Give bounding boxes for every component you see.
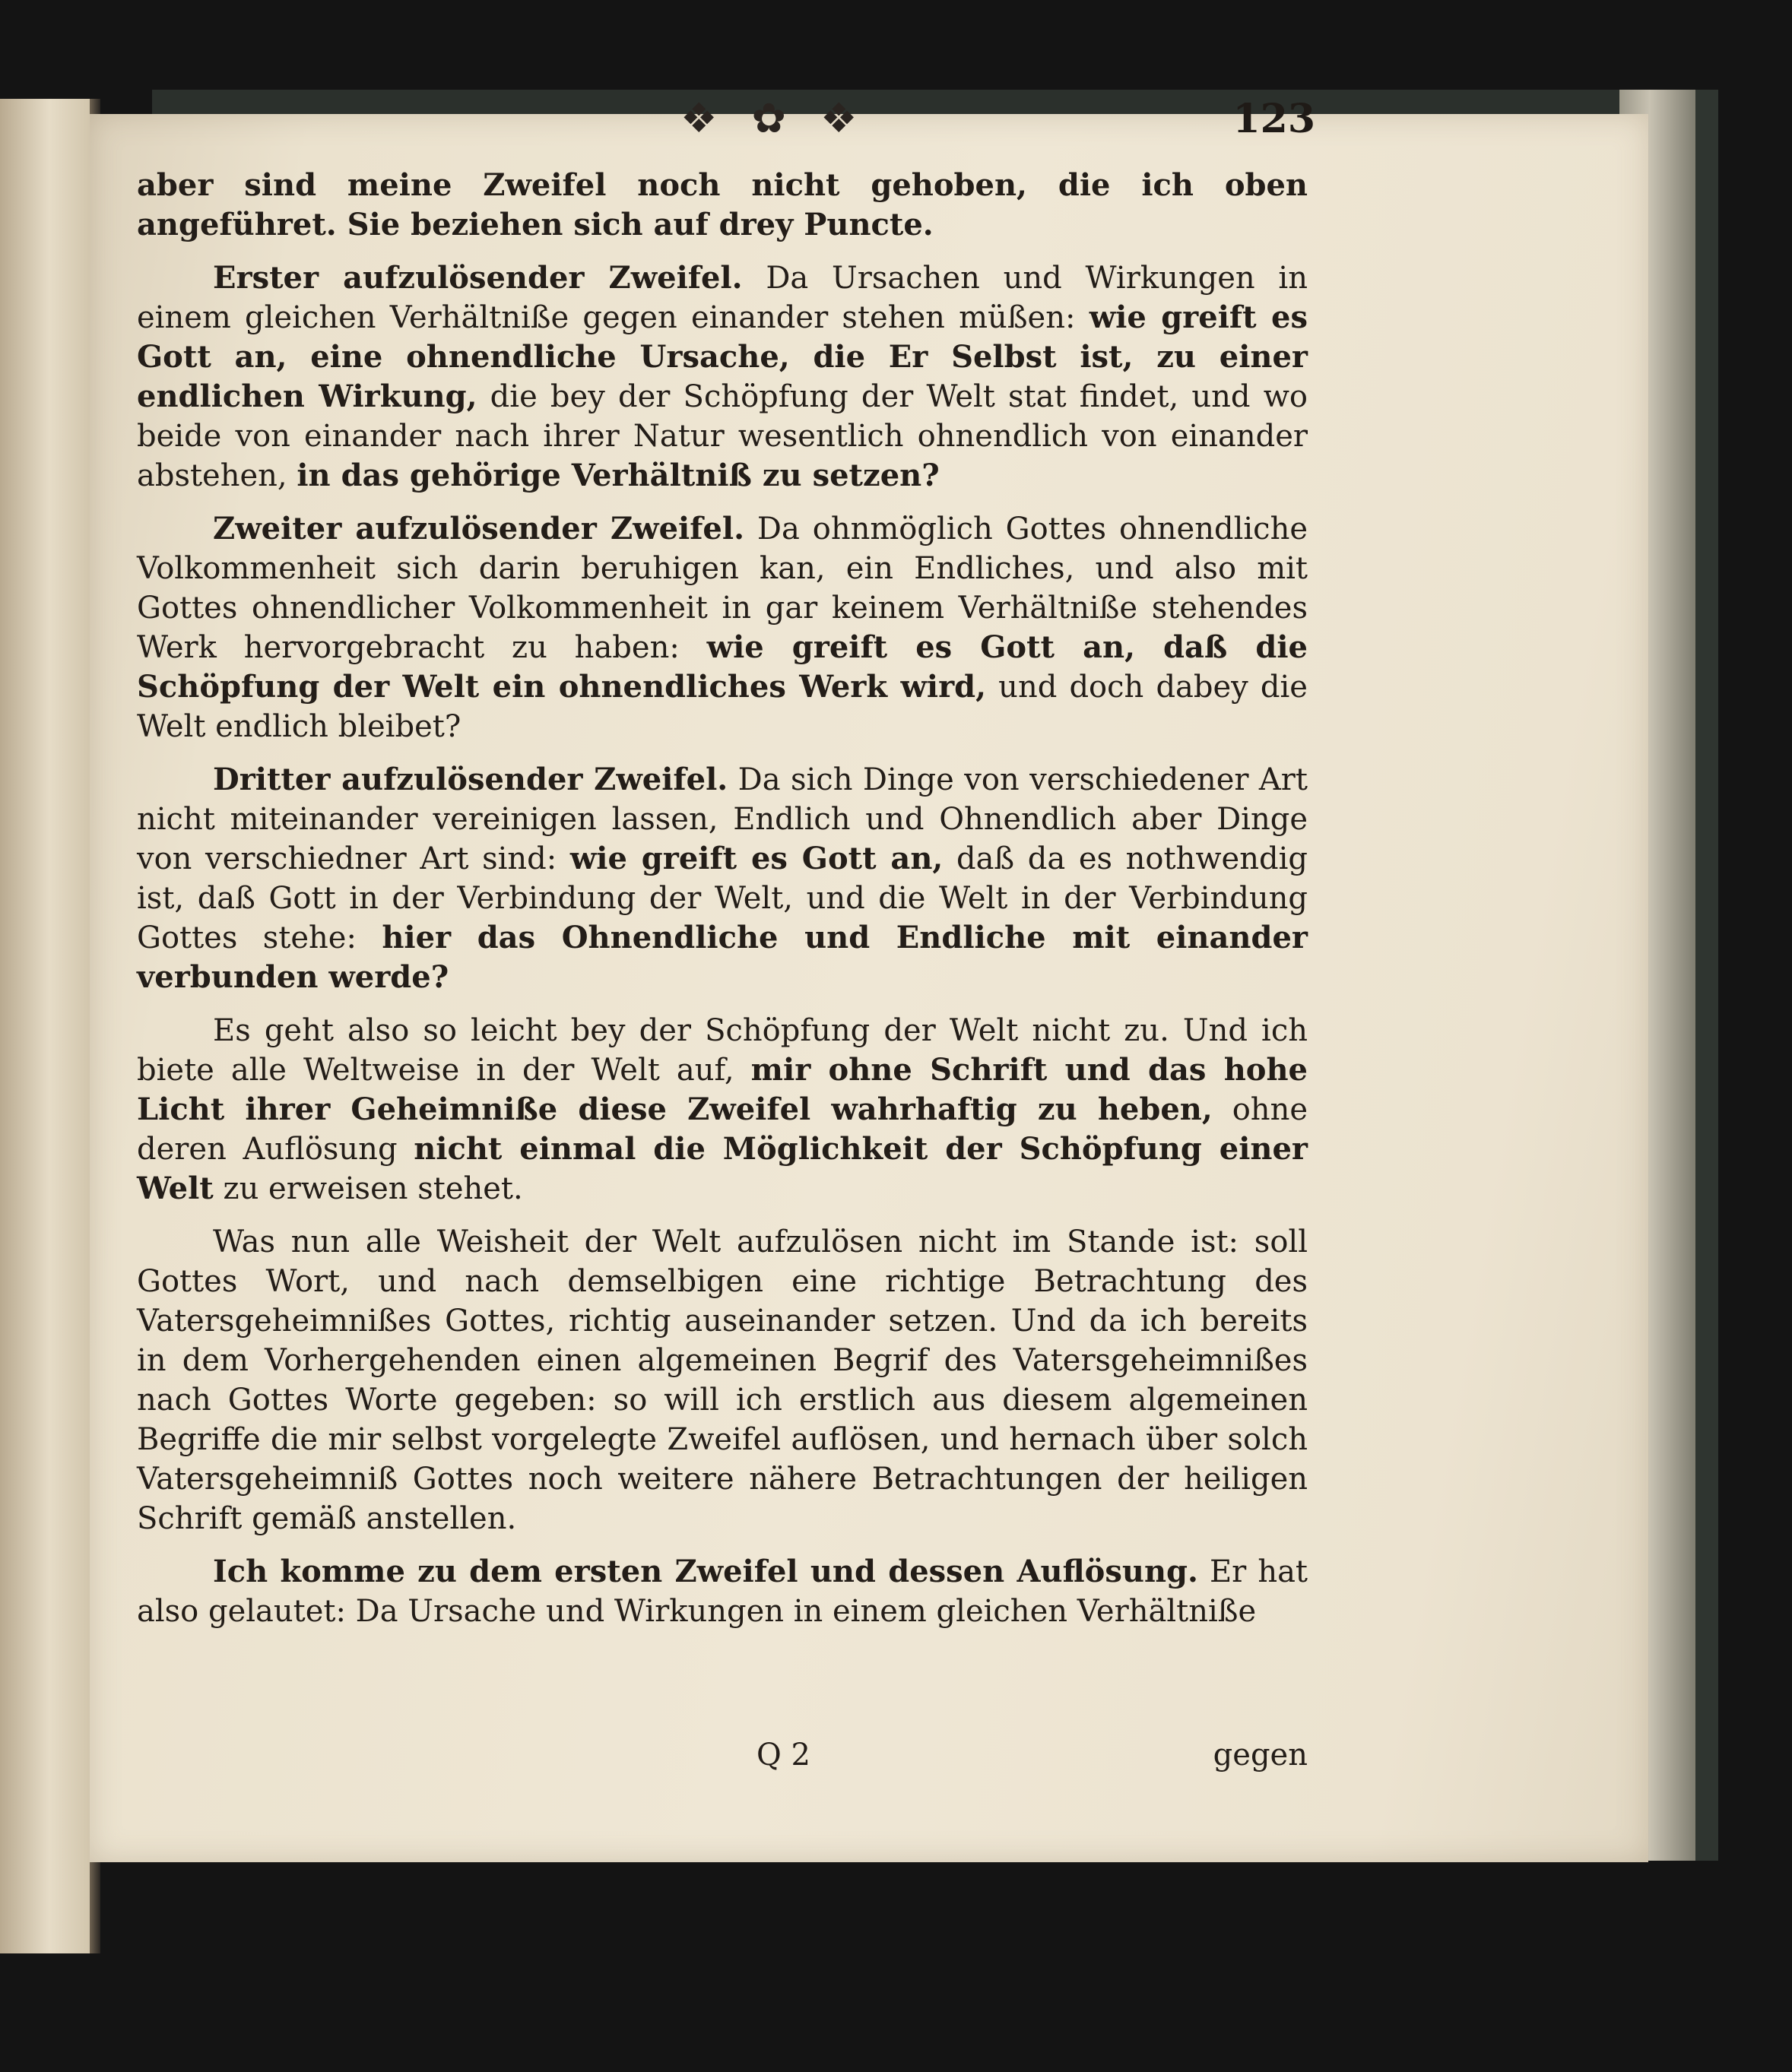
body-text-run: Da ohnmöglich Gottes ohnendliche Volkommenheit sich darin beruhigen kan, ein Endliches, und also mit Gottes ohnendlicher Volkommenheit in gar keinem Verhältniße stehendes Werk hervorgebracht zu haben: — [137, 512, 1308, 665]
emphasized-text: hier das Ohnendliche und Endliche mit einander verbunden werde? — [137, 920, 1308, 995]
body-text-run: zu erweisen stehet. — [213, 1171, 523, 1206]
body-text-run: Was nun alle Weisheit der Welt aufzulösen nicht im Stande ist: soll Gottes Wort, und nach demselbigen eine richtige Betrachtung des Vatersgeheimnißes Gottes, richtig auseinander setzen. Und da ich bereits in dem Vorhergehenden einen algemeinen Begrif des Vatersgeheimnißes nach Gottes Worte gegeben: so will ich erstlich aus diesem algemeinen Begriffe die mir selbst vorgelegte Zweifel auflösen, und hernach über solch Vatersgeheimniß Gottes noch weitere nähere Betrachtungen der heiligen Schrift gemäß anstellen. — [137, 1225, 1308, 1536]
signature-mark: Q 2 — [756, 1738, 810, 1773]
page-number: 123 — [1232, 96, 1315, 142]
emphasized-text: in das gehörige Verhältniß zu setzen? — [297, 458, 940, 493]
left-page-edge — [0, 99, 92, 1953]
paragraph — [137, 1552, 1308, 1631]
emphasized-text: aber sind meine Zweifel noch nicht gehoben, die ich oben angeführet. Sie beziehen sich auf drey Puncte. — [137, 167, 1308, 242]
body-text-run: Da sich Dinge von verschiedener Art nicht miteinander vereinigen lassen, Endlich und Ohnendlich aber Dinge von verschiedner Art sind: — [137, 762, 1308, 876]
paragraph — [137, 166, 1308, 245]
page-footer — [137, 1738, 1308, 1783]
paragraph-heading: Dritter aufzulösender Zweifel. — [213, 762, 728, 797]
body-text-run: Da Ursachen und Wirkungen in einem gleichen Verhältniße gegen einander stehen müßen: — [137, 261, 1308, 335]
body-text — [137, 166, 1308, 1645]
emphasized-text: mir ohne Schrift und das hohe Licht ihrer Geheimniße diese Zweifel wahrhaftig zu heben, — [137, 1052, 1308, 1127]
body-text-run: Es geht also so leicht bey der Schöpfung der Welt nicht zu. Und ich biete alle Weltweise in der Welt auf, — [137, 1013, 1308, 1088]
body-text-run: Er hat also gelautet: Da Ursache und Wirkungen in einem gleichen Verhältniße — [137, 1554, 1308, 1629]
paragraph-heading: Erster aufzulösender Zweifel. — [213, 260, 743, 296]
emphasized-text: wie greift es Gott an, eine ohnendliche Ursache, die Er Selbst ist, zu einer endlichen Wirkung, — [137, 299, 1308, 414]
body-text-run: daß da es nothwendig ist, daß Gott in der Verbindung der Welt, und die Welt in der Verbindung Gottes stehe: — [137, 841, 1308, 955]
emphasized-text: wie greift es Gott an, — [569, 841, 944, 876]
emphasized-text: Ich komme zu dem ersten Zweifel und dessen Auflösung. — [213, 1554, 1198, 1589]
body-text-run: und doch dabey die Welt endlich bleibet? — [137, 670, 1308, 744]
emphasized-text: wie greift es Gott an, daß die Schöpfung der Welt ein ohnendliches Werk wird, — [137, 629, 1308, 705]
paragraph — [137, 1011, 1308, 1209]
header-ornament: ❖ ✿ ❖ — [680, 94, 868, 142]
paragraph — [137, 258, 1308, 496]
paragraph-heading: Zweiter aufzulösender Zweifel. — [213, 511, 745, 547]
catchword: gegen — [1213, 1738, 1308, 1773]
body-text-run: ohne deren Auflösung — [137, 1092, 1308, 1167]
paragraph — [137, 509, 1308, 746]
paragraph — [137, 760, 1308, 997]
paragraph — [137, 1222, 1308, 1538]
page-header — [137, 90, 1315, 150]
emphasized-text: nicht einmal die Möglichkeit der Schöpfung einer Welt — [137, 1131, 1308, 1206]
body-text-run: die bey der Schöpfung der Welt stat findet, und wo beide von einander nach ihrer Natur wesentlich ohnendlich von einander abstehen, — [137, 379, 1308, 493]
